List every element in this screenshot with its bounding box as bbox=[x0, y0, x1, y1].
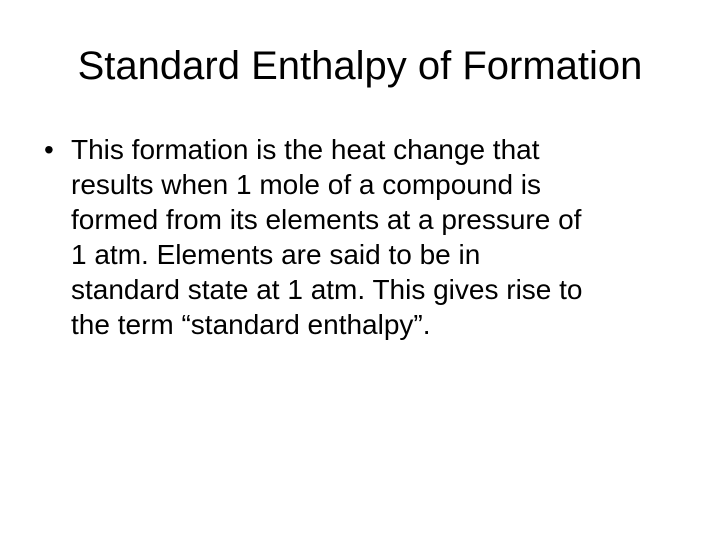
slide-body bbox=[44, 132, 684, 342]
bullet-line-1: This formation is the heat change that bbox=[71, 134, 540, 165]
bullet-line-2: results when 1 mole of a compound is bbox=[71, 169, 542, 200]
bullet-marker: • bbox=[44, 134, 54, 165]
bullet-line-4: 1 atm. Elements are said to be in bbox=[71, 239, 481, 270]
bullet-item bbox=[44, 132, 684, 342]
bullet-line-6: the term “standard enthalpy”. bbox=[71, 309, 431, 340]
bullet-line-5: standard state at 1 atm. This gives rise to bbox=[71, 274, 583, 305]
bullet-line-3: formed from its elements at a pressure of bbox=[71, 204, 582, 235]
slide-title: Standard Enthalpy of Formation bbox=[77, 44, 643, 88]
